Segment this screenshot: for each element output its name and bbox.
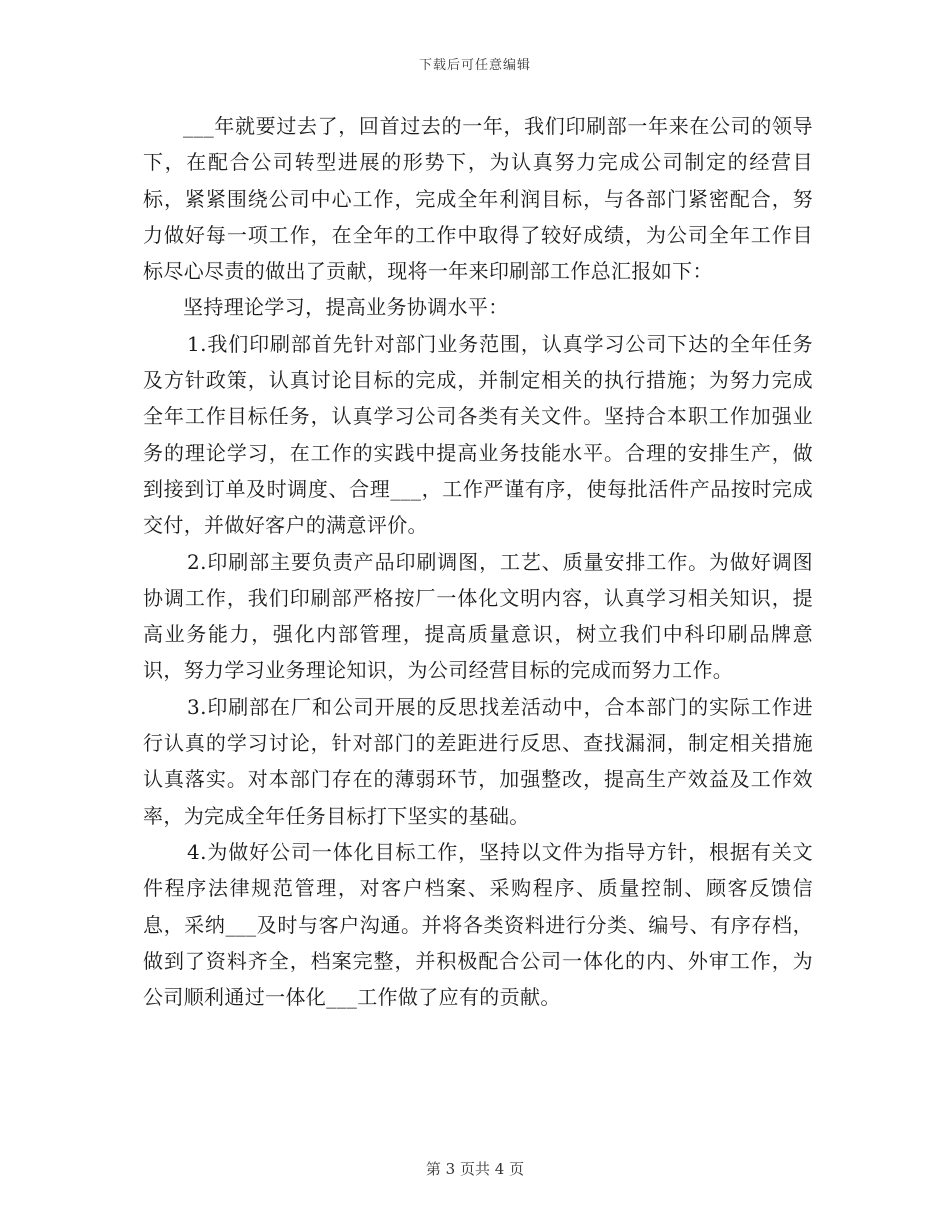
intro-paragraph: ___年就要过去了，回首过去的一年，我们印刷部一年来在公司的领导下，在配合公司转型进展的形势下，为认真努力完成公司制定的经营目标，紧紧围绕公司中心工作，完成全年利润目标，与各部门紧密配合，努力做好每一项工作，在全年的工作中取得了较好成绩，为公司全年工作目标尽心尽责的做出了贡献，现将一年来印刷部工作总汇报如下：: [143, 114, 813, 284]
item-2-paragraph: 2.印刷部主要负责产品印刷调图，工艺、质量安排工作。为做好调图协调工作，我们印刷部严格按厂一体化文明内容，认真学习相关知识，提高业务能力，强化内部管理，提高质量意识，树立我们中科印刷品牌意识，努力学习业务理论知识，为公司经营目标的完成而努力工作。: [143, 549, 813, 683]
item-1-paragraph: 1.我们印刷部首先针对部门业务范围，认真学习公司下达的全年任务及方针政策，认真讨论目标的完成，并制定相关的执行措施；为努力完成全年工作目标任务，认真学习公司各类有关文件。坚持合本职工作加强业务的理论学习，在工作的实践中提高业务技能水平。合理的安排生产，做到接到订单及时调度、合理___，工作严谨有序，使每批活件产品按时完成交付，并做好客户的满意评价。: [143, 331, 813, 538]
item-3-paragraph: 3.印刷部在厂和公司开展的反思找差活动中，合本部门的实际工作进行认真的学习讨论，针对部门的差距进行反思、查找漏洞，制定相关措施认真落实。对本部门存在的薄弱环节，加强整改，提高生产效益及工作效率，为完成全年任务目标打下坚实的基础。: [143, 694, 813, 828]
section-heading: 坚持理论学习，提高业务协调水平：: [183, 295, 509, 320]
page-header: 下载后可任意编辑: [418, 58, 531, 73]
item-4-paragraph: 4.为做好公司一体化目标工作，坚持以文件为指导方针，根据有关文件程序法律规范管理，对客户档案、采购程序、质量控制、顾客反馈信息，采纳___及时与客户沟通。并将各类资料进行分类、编号、有序存档，做到了资料齐全，档案完整，并积极配合公司一体化的内、外审工作，为公司顺利通过一体化___工作做了应有的贡献。: [143, 839, 813, 1010]
document-body: [143, 108, 813, 1015]
page-number: 第 3 页共 4 页: [425, 1160, 525, 1178]
